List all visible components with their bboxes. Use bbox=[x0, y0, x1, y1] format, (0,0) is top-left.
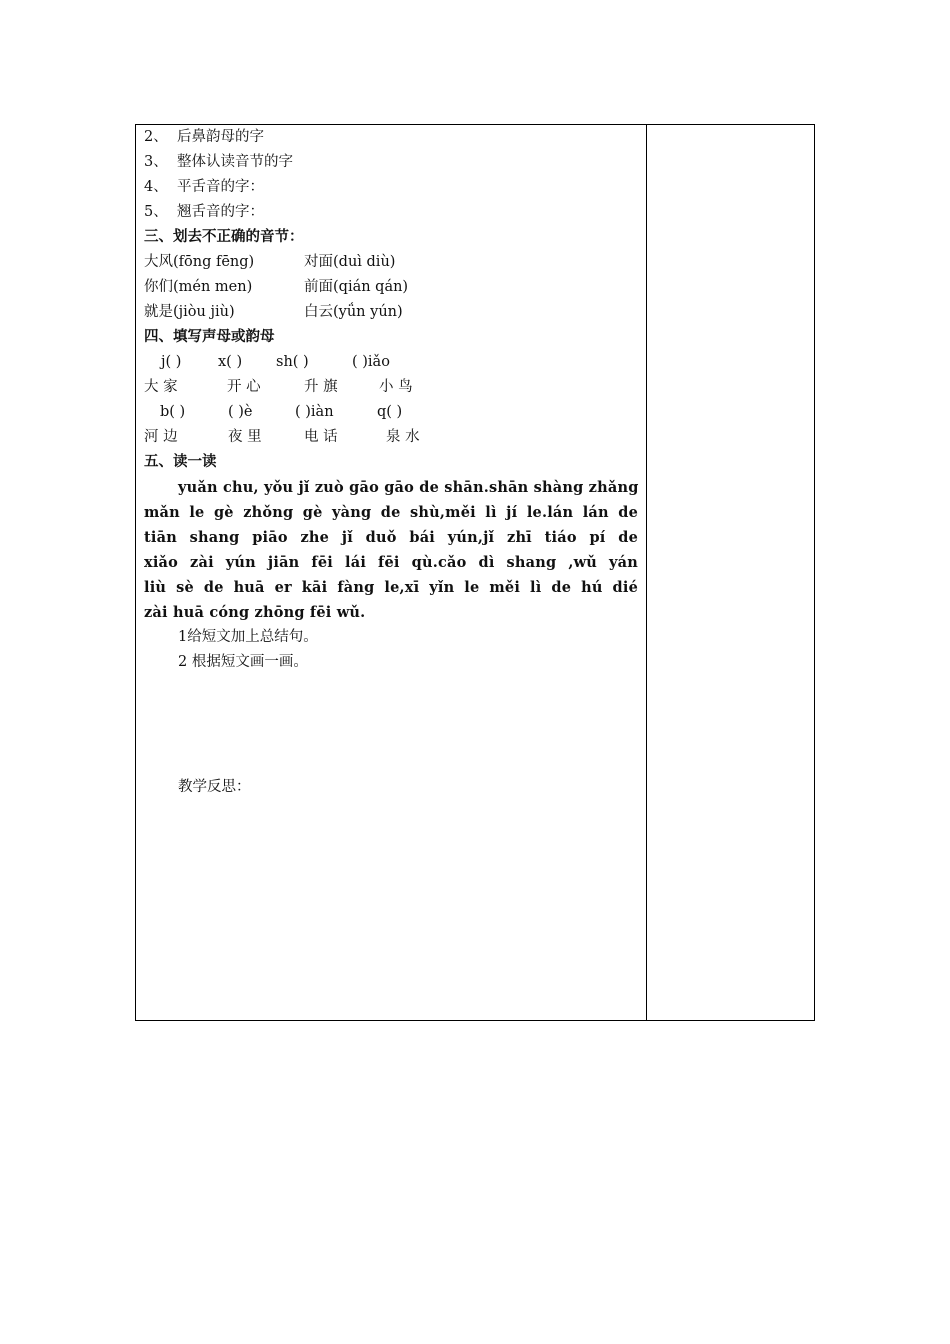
section-heading: 五、读一读 bbox=[144, 454, 217, 470]
section-heading: 四、填写声母或韵母 bbox=[144, 329, 275, 345]
word-row: 大 家 开 心 升 旗 小 鸟 bbox=[144, 379, 413, 395]
pinyin-paragraph bbox=[144, 475, 638, 625]
task-item: 2 根据短文画一画。 bbox=[178, 654, 308, 670]
list-item: 4、 平舌音的字： bbox=[144, 179, 264, 195]
pinyin-choice-row: 你们(mén men) 前面(qián qán) bbox=[144, 279, 409, 295]
paragraph-line: mǎn le gè zhǒng gè yàng de shù,měi lì jí le.lán lán de bbox=[144, 504, 638, 521]
fill-blank-row: b( ) ( )è ( )iàn q( ) bbox=[160, 404, 403, 420]
pinyin-choice-row: 大风(fōng fēng) 对面(duì diù) bbox=[144, 254, 396, 270]
pinyin-choice-row: 就是(jiòu jiù) 白云(yǘn yún) bbox=[144, 304, 403, 320]
paragraph-line: zài huā cóng zhōng fēi wǔ. bbox=[144, 604, 366, 621]
notes-column bbox=[647, 125, 814, 1020]
list-item: 2、 后鼻韵母的字 bbox=[144, 129, 264, 145]
paragraph-line: tiān shang piāo zhe jǐ duǒ bái yún,jǐ zhī tiáo pí de bbox=[144, 529, 638, 546]
task-item: 1给短文加上总结句。 bbox=[178, 629, 318, 645]
paragraph-line: xiǎo zài yún jiān fēi lái fēi qù.cǎo dì shang ,wǔ yán bbox=[144, 554, 638, 571]
reflection-label: 教学反思： bbox=[178, 779, 251, 795]
paragraph-line: yuǎn chu, yǒu jǐ zuò gāo gāo de shān.shān shàng zhǎng bbox=[178, 479, 639, 496]
lesson-content-column bbox=[144, 125, 638, 800]
section-heading: 三、划去不正确的音节： bbox=[144, 229, 304, 245]
word-row: 河 边 夜 里 电 话 泉 水 bbox=[144, 429, 420, 445]
fill-blank-row: j( ) x( ) sh( ) ( )iǎo bbox=[161, 354, 390, 370]
list-item: 5、 翘舌音的字： bbox=[144, 204, 264, 220]
lesson-table bbox=[135, 124, 815, 1021]
paragraph-line: liù sè de huā er kāi fàng le,xī yǐn le měi lì de hú dié bbox=[144, 579, 638, 596]
list-item: 3、 整体认读音节的字 bbox=[144, 154, 293, 170]
